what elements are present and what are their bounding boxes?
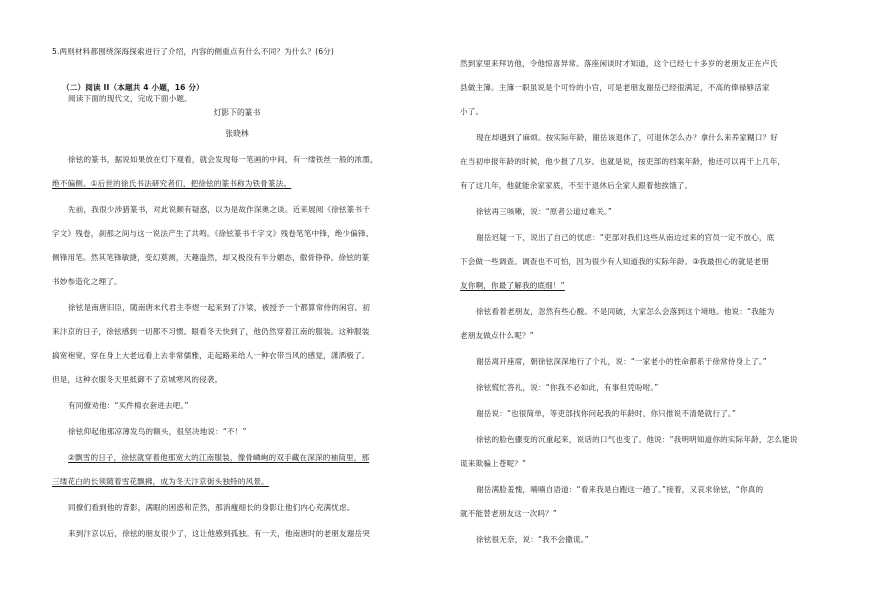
text-line: 谎来欺骗上苍呢？” [460, 459, 527, 468]
author: 张晓林 [225, 129, 249, 138]
section-heading: （二）阅读 II（本题共 4 小题，16 分） [62, 83, 204, 92]
text-line: 有了这几年，他就能余家家底，不至于退休后全家人跟着他挨饿了。 [460, 181, 693, 190]
text-line-underlined: 友你啊，你最了解我的底细！” [460, 281, 565, 290]
text-line: 绝不偏侧。①后世的徐氏书法研究者们，把徐铉的篆书称为铁骨篆法。 [52, 179, 292, 188]
text-line: 小了。 [460, 107, 484, 116]
text-line: 有同僚劝他：“买件棉衣套进去吧。” [68, 401, 189, 410]
text-line: 同僚们看到他的背影，满眼的困惑和茫然，那消瘦细长的身影让他们内心充满忧虑。 [68, 503, 355, 512]
story-title: 灯影下的篆书 [213, 108, 261, 117]
text-line: 谢岳满脸羞愧，喃喃自语道：“看来我是白跑这一趟了。”接着，又哀求徐铉，“你真的 [476, 485, 764, 494]
text-line: 徐铉慌忙答礼，说：“你我不必如此，有事但凭吩咐。” [476, 383, 659, 392]
text-line: 先前，我很少涉猎篆书，对此说颇有疑惑，以为是故作深奥之谈。近来展阅《徐铉篆书千 [68, 205, 371, 214]
text-line: 搞宽袍宽，穿在身上大老远看上去非常儒雅，走起路来给人一种衣带当风的感觉，潇洒极了。 [52, 351, 370, 360]
text-line: 徐铉看着老朋友，忽然有些心酸。不是同破，大家怎么会落到这个境地。他说：“我能为 [476, 307, 775, 316]
text-line: 徐铉很无奈，说：“我不会撒谎。” [476, 535, 589, 544]
text-line-underlined: ②飘雪的日子，徐铉就穿着他那宽大的江南服装，像骨嶙峋的双手藏在深深的袖筒里，那 [68, 453, 370, 462]
text-line: 就不能替老朋友这一次吗？” [460, 509, 558, 518]
text-line: 书妙参造化之理了。 [52, 277, 122, 286]
text-line: 在当初申报年龄的时候，他少报了几岁。也就是说，按吏部的档案年龄，他还可以再干上几年， [460, 157, 786, 166]
text-line: 徐铉再三咳嗽，说：“原者公道过难关。” [476, 207, 613, 216]
text-line: 下会做一些调查。调查也不可怕，因为很少有人知道我的实际年龄。③我最担心的就是老朋 [460, 257, 769, 266]
text-line: 谢岳迟疑一下，说出了自己的忧虑：“吏部对我们这些从南边过来的官员一定不放心，底 [476, 233, 775, 242]
text-line: 谢岳说：“也很简单，等吏部找你问起我的年龄时，你只推说不清楚就行了。” [476, 409, 736, 418]
text-line: 现在却遇到了麻烦。按实际年龄，谢岳该退休了，可退休怎么办？拿什么来养家糊口？好 [476, 133, 779, 142]
text-line-underlined: 三缕花白的长须随着雪花飘拂，成为冬天汴京街头独特的风景。 [52, 477, 269, 486]
text-line: 徐铉的脸色骤变的沉重起来，说话的口气也变了。他说：“我明明知道你的实际年龄，怎么能说 [476, 435, 798, 444]
instruction: 阅读下面的现代文，完成下面小题。 [68, 94, 192, 103]
text-line: 字文》残卷，刹那之间与这一说法产生了共鸣。《徐铉篆书千字文》残卷笔笔中锋，绝少偏锋、 [52, 229, 374, 238]
text-line: 徐铉是南唐旧臣，随南唐末代君主李煜一起来到了汴梁，被授予一个都算常侍的闲官。初 [68, 303, 371, 312]
text-line: 侧锋用笔。然其笔锋敏捷，变幻莫测，天趣盎然，却又极没有半分媚态，傲骨铮铮。徐铉的篆 [52, 253, 370, 262]
text-line: 老朋友做点什么呢？” [460, 331, 534, 340]
text-line: 来到汴京以后，徐铉的朋友很少了，这让他感到孤独。有一天，他南唐时的老朋友谢岳突 [68, 529, 371, 538]
text-line: 来汴京的日子，徐铉感到一切都不习惯。眼看冬天快到了，他仍然穿着江南的服装。这种服装 [52, 327, 370, 336]
question-5: 5.两则材料都围绕深海探索进行了介绍，内容的侧重点有什么不同？为什么？(6分) [52, 47, 335, 56]
text-line: 徐铉仰起他那凉薄发鸟的额头，很坚决地说：“不！” [68, 427, 247, 436]
text-line: 但是，这种衣服冬天里抵御不了京城寒风的侵袭。 [52, 375, 223, 384]
text-line: 谢岳离开座席，朝徐铉深深地行了个礼，说：“一家老小的性命都系于徐常侍身上了。” [476, 357, 767, 366]
text-line: 县做主簿。主簿一职虽说是个可怜的小官，可是老朋友谢岳已经很满足，不高的俸禄够活家 [460, 83, 770, 92]
text-line: 徐铉的篆书，据说如果放在灯下观看，就会发现每一笔画的中间，有一缕铁丝一般的浓墨， [68, 155, 378, 164]
text-line: 然到家里来拜访他，令他惊喜异常。落座闲谈时才知道，这个已经七十多岁的老朋友正在卢氏 [460, 59, 778, 68]
